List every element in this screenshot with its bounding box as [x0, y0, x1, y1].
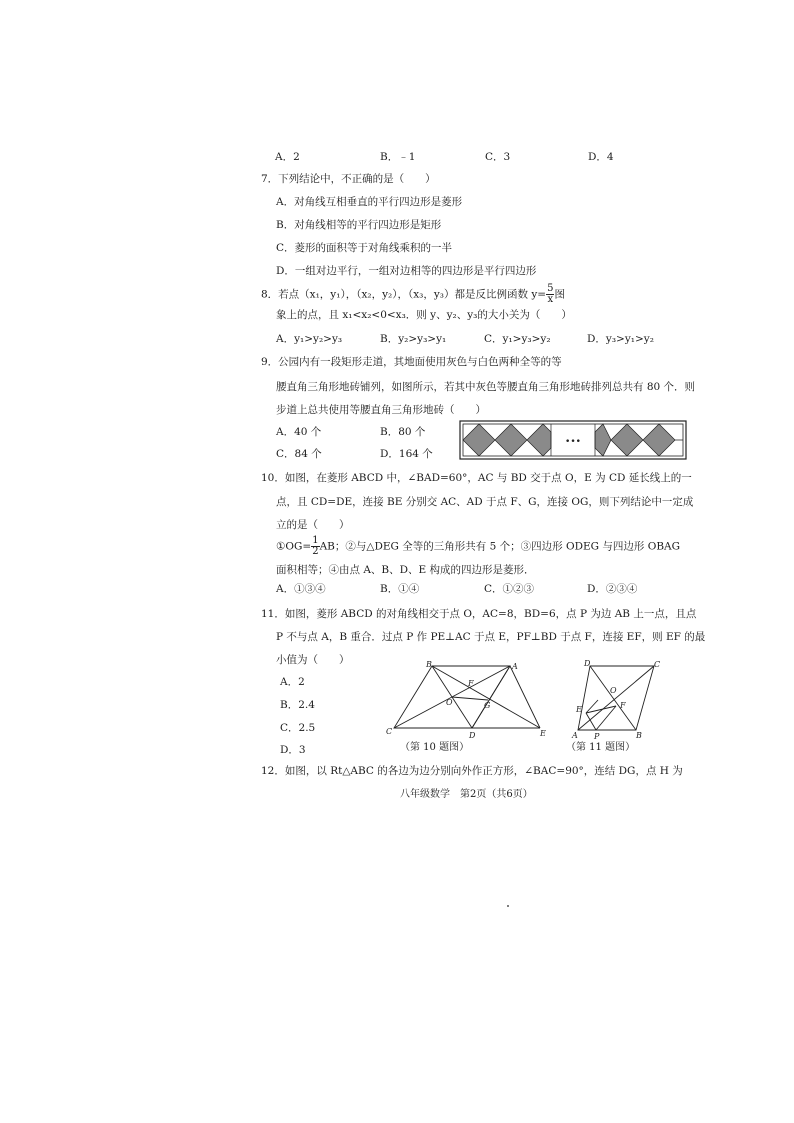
- q9-line1: 9．公园内有一段矩形走道，其地面使用灰色与白色两种全等的等: [261, 356, 562, 368]
- q11-figure: [568, 660, 668, 740]
- q10-figure: [384, 660, 549, 740]
- fig11-label-O: O: [610, 686, 617, 695]
- q6-option-c: C．3: [485, 151, 511, 163]
- fig10-label-A: A: [512, 662, 518, 671]
- fig10-caption: （第 10 题图）: [400, 742, 470, 753]
- q7-stem: 7．下列结论中，不正确的是（ ）: [261, 173, 436, 185]
- fig10-label-D: D: [469, 731, 476, 740]
- fig11-caption: （第 11 题图）: [566, 742, 636, 753]
- fig10-label-C: C: [386, 727, 393, 736]
- q7-option-c: C．菱形的面积等于对角线乘积的一半: [276, 242, 453, 254]
- fig11-label-B: B: [636, 731, 642, 740]
- fig10-label-B: B: [426, 660, 432, 669]
- fig11-label-F: F: [620, 701, 626, 710]
- q8-option-c: C．y₁>y₃>y₂: [484, 333, 551, 345]
- q8-option-b: B．y₂>y₃>y₁: [380, 333, 447, 345]
- q12-line1: 12．如图，以 Rt△ABC 的各边为边分别向外作正方形，∠BAC=90°，连结 DG，点 H 为: [261, 765, 683, 777]
- q8-stem-a: 8．若点（x₁，y₁），（x₂，y₂），（x₃，y₃）都是反比例函数 y=: [261, 288, 547, 301]
- q8-stem: [261, 284, 565, 305]
- q10-frac-den: 2: [312, 546, 319, 557]
- q10-option-a: A．①③④: [276, 583, 326, 595]
- q10-s1-b: AB；②与△DEG 全等的三角形共有 5 个；③四边形 ODEG 与四边形 OBAG: [319, 540, 681, 553]
- fig10-label-E: E: [540, 729, 546, 738]
- q8-stem-b: 图: [554, 288, 565, 301]
- q10-s1-a: ①OG=: [276, 540, 312, 553]
- fig10-label-G: G: [484, 701, 491, 710]
- q10-option-d: D．②③④: [587, 583, 638, 595]
- q9-ellipsis: •••: [565, 437, 581, 447]
- q8-option-a: A．y₁>y₂>y₃: [276, 333, 343, 345]
- q6-option-d: D．4: [588, 151, 614, 163]
- q10-line5: 面积相等；④由点 A、B、D、E 构成的四边形是菱形．: [276, 564, 535, 576]
- fig11-label-E: E: [576, 705, 582, 714]
- q9-tile-figure: [459, 420, 687, 460]
- q10-option-b: B．①④: [380, 583, 420, 595]
- scan-speck: [507, 905, 509, 907]
- q6-option-a: A．2: [275, 151, 300, 163]
- q11-option-c: C．2.5: [280, 722, 316, 734]
- q11-line2: P 不与点 A，B 重合．过点 P 作 PE⊥AC 于点 E，PF⊥BD 于点 F，连接 EF，则 EF 的最: [276, 631, 706, 643]
- q10-fraction: [311, 536, 319, 557]
- q11-line3: 小值为（ ）: [276, 654, 350, 666]
- q10-option-c: C．①②③: [484, 583, 535, 595]
- q7-option-d: D．一组对边平行，一组对边相等的四边形是平行四边形: [276, 265, 537, 277]
- q8-stem-line2: 象上的点，且 x₁<x₂<0<x₃．则 y、y₂、y₃的大小关为（ ）: [276, 309, 572, 321]
- page-footer: 八年级数学 第2页（共6页）: [400, 789, 533, 800]
- q6-option-b: B．﹣1: [380, 151, 416, 163]
- q10-line2: 点，且 CD=DE，连接 BE 分别交 AC、AD 于点 F、G，连接 OG，则下列结论中一定成: [276, 496, 694, 508]
- q7-option-b: B．对角线相等的平行四边形是矩形: [276, 219, 442, 231]
- q10-line3: 立的是（ ）: [276, 519, 350, 531]
- q10-statements: [276, 536, 680, 557]
- q11-option-b: B．2.4: [280, 699, 315, 711]
- q8-frac-den: x: [547, 294, 554, 305]
- q9-option-c: C．84 个: [276, 448, 322, 460]
- fig11-label-P: P: [594, 732, 600, 740]
- fig11-label-C: C: [654, 660, 661, 669]
- q7-option-a: A．对角线互相垂直的平行四边形是菱形: [276, 196, 463, 208]
- q10-frac-num: 1: [312, 535, 319, 546]
- q8-option-d: D．y₃>y₁>y₂: [587, 333, 654, 345]
- fig11-label-D: D: [584, 660, 591, 668]
- q11-option-d: D．3: [280, 744, 306, 756]
- fig11-label-A: A: [572, 731, 578, 740]
- q9-line3: 步道上总共使用等腰直角三角形地砖（ ）: [276, 404, 486, 416]
- q11-line1: 11．如图，菱形 ABCD 的对角线相交于点 O，AC=8，BD=6，点 P 为边 AB 上一点，且点: [261, 608, 697, 620]
- q8-frac-num: 5: [547, 283, 554, 294]
- fig10-label-F: F: [468, 679, 474, 688]
- q9-line2: 腰直角三角形地砖铺列，如图所示，若其中灰色等腰直角三角形地砖排列总共有 80 个．则: [276, 381, 696, 393]
- fig10-label-O: O: [446, 698, 453, 707]
- q9-option-a: A．40 个: [276, 426, 322, 438]
- q9-option-b: B．80 个: [380, 426, 426, 438]
- q10-line1: 10．如图，在菱形 ABCD 中，∠BAD=60°，AC 与 BD 交于点 O，E 为 CD 延长线上的一: [261, 472, 692, 484]
- q11-option-a: A．2: [280, 676, 305, 688]
- q9-option-d: D．164 个: [380, 448, 433, 460]
